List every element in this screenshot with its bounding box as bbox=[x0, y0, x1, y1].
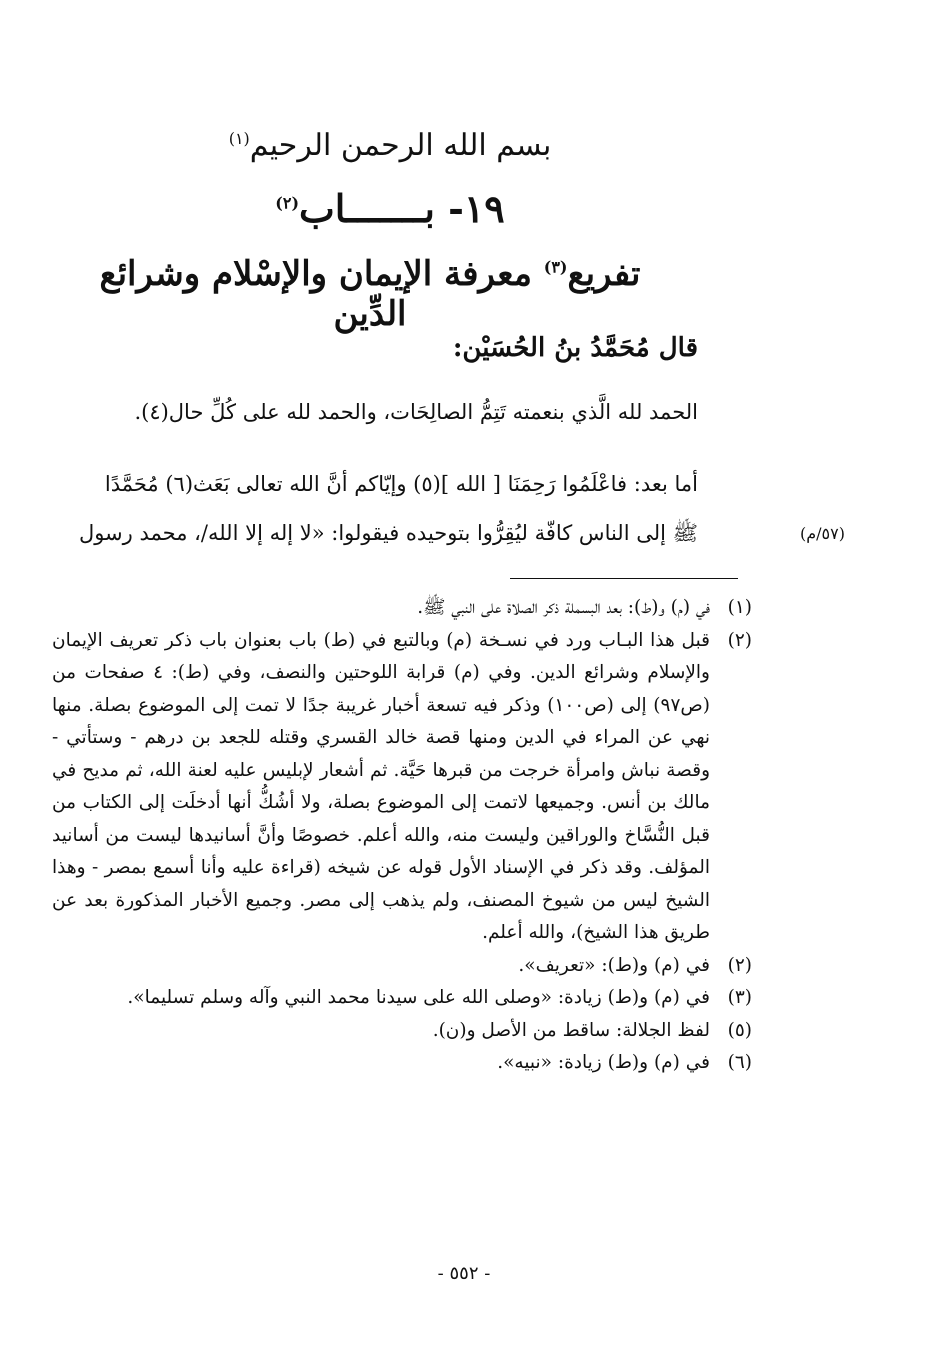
body-line: أما بعد: فاعْلَمُوا رَحِمَنَا [ الله ](٥) وإيّاكم أنَّ الله تعالى بَعَث(٦) مُحَمَّدًا bbox=[104, 472, 698, 496]
chapter-title bbox=[60, 254, 680, 334]
footnote-ref: (١) bbox=[228, 129, 250, 148]
footnotes bbox=[52, 592, 752, 1080]
footnote-number: (١) bbox=[727, 597, 752, 618]
footnote bbox=[52, 982, 752, 1015]
basmala-heading bbox=[200, 128, 580, 163]
footnote-text: في (م) و(ط): «تعريف». bbox=[518, 954, 710, 976]
footnote-ref: (٢) bbox=[275, 193, 300, 213]
chapter-heading-text: ١٩- بـــــــاب bbox=[299, 186, 505, 231]
footnote bbox=[52, 1015, 752, 1048]
footnote-number: (٥) bbox=[727, 1019, 752, 1041]
footnote-text: في (م) و(ط) زيادة: «وصلى الله على سيدنا محمد النبي وآله وسلم تسليما». bbox=[127, 987, 710, 1008]
footnote-text: في (م) و(ط) زيادة: «نبيه». bbox=[497, 1052, 710, 1073]
chapter-heading bbox=[200, 186, 580, 231]
footnote bbox=[52, 950, 752, 983]
footnote-number: (٣) bbox=[727, 987, 752, 1008]
margin-note: (٥٧/م) bbox=[800, 524, 845, 543]
footnote-text: لفظ الجلالة: ساقط من الأصل و(ن). bbox=[432, 1019, 710, 1041]
footnote-divider bbox=[510, 578, 738, 579]
footnote-number: (٦) bbox=[727, 1052, 752, 1073]
footnote bbox=[52, 1047, 752, 1080]
footnote-number: (٢) bbox=[727, 629, 752, 651]
footnote bbox=[52, 592, 752, 625]
basmala-text: بسم الله الرحمن الرحيم bbox=[249, 128, 552, 163]
footnote-ref: (٣) bbox=[543, 257, 568, 277]
page-number: - ٥٥٢ - bbox=[437, 1263, 491, 1284]
body-line: ﷺ إلى الناس كافّة ليُقِرُّوا بتوحيده فيقولوا: «لا إله إلا الله/، محمد رسول bbox=[78, 521, 698, 545]
chapter-title-part: معرفة الإيمان والإسْلام وشرائع الدِّين bbox=[99, 254, 532, 334]
chapter-title-part: تفريع bbox=[567, 254, 641, 294]
footnote-text: قبل هذا البـاب ورد في نسـخة (م) وبالتبع في (ط) باب بعنوان باب ذكر تعريف الإيمان والإسلام وشرائع الدين. وفي (م) قرابة اللوحتين والنصف، وفي (ط): ٤ صفحات من (ص٩٧) إلى (ص١٠٠) وذكر فيه تسعة أخبار غريبة جدًا لا تمت إلى الموضوع بصلة. منها نهي عن المراء في الدين ومنها قصة خالد القسري وقتله للجعد بن درهم - وستأتي - وقصة نباش وامرأة خرجت من قبرها حَيَّة. ثم أشعار لإبليس عليه لعنة الله، ثم مديح في مالك بن أنس. وجميعها لاتمت إلى الموضوع بصلة، ولا أشُكُّ أنها أدخلَت إلى الكتاب من قبل النُّسَّاخ والوراقين وليست منه، والله أعلم. خصوصًا وأنَّ أسانيدها ليست من أسانيد المؤلف. وقد ذكر في الإسناد الأول قوله عن شيخه (قراءة عليه وأنا أسمع بمصر - وهذا الشيخ ليس من شيوخ المصنف، ولم يذهب إلى مصر. وجميع الأخبار المذكورة بعد عن طريق هذا الشيخ)، والله أعلم. bbox=[52, 629, 710, 943]
footnote bbox=[52, 625, 752, 950]
speaker-line: قال مُحَمَّدُ بنُ الحُسَيْن: bbox=[452, 333, 698, 363]
footnote-number: (٢) bbox=[727, 954, 752, 976]
footnote-text: في (م) و(ط): بعد البسملة ذكر الصلاة على النبي ﷺ. bbox=[417, 597, 710, 618]
body-line: الحمد لله الَّذي بنعمته تَتِمُّ الصالِحَات، والحمد لله على كُلِّ حال(٤). bbox=[134, 400, 698, 424]
